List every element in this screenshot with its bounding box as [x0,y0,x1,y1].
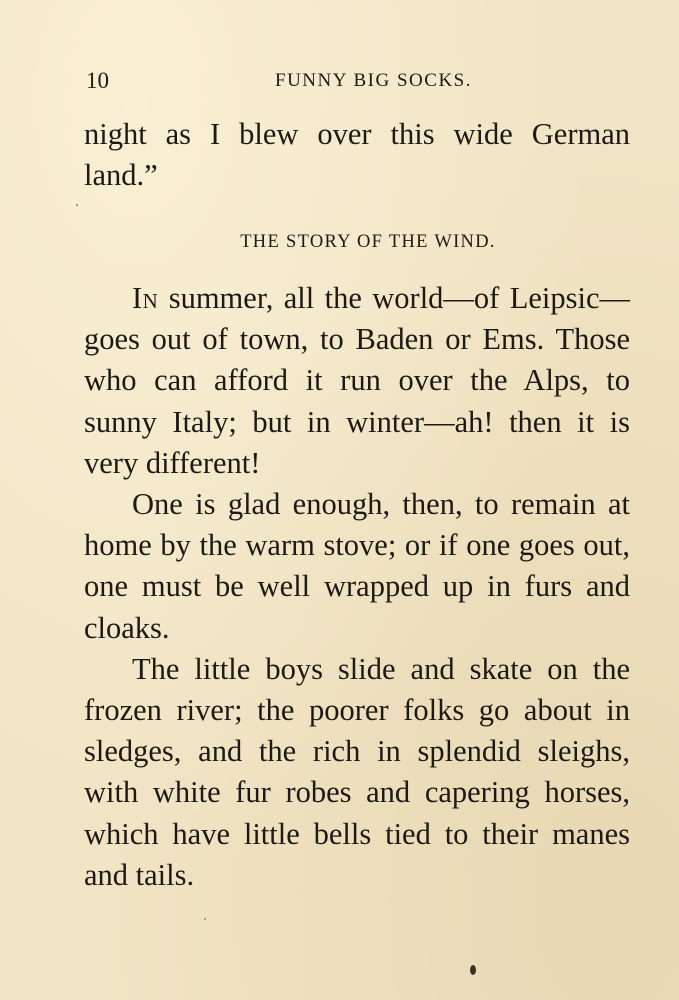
paragraph-3: The little boys slide and skate on the frozen river; the poorer folks go about in sledges, and the rich in splendid sleighs, with white fur robes and capering horses, which have little bells tied to their manes and tails. [84,651,630,892]
page-number: 10 [86,68,109,93]
running-head [86,68,631,96]
paragraph-1 [84,278,630,484]
paragraph-2: One is glad enough, then, to remain at home by the warm stove; or if one goes out, one must be well wrapped up in furs and cloaks. [84,487,630,645]
paragraph-1-lead: In [132,281,159,315]
ink-speck [470,965,476,975]
book-title: FUNNY BIG SOCKS. [275,70,472,91]
paragraph-1-text: summer, all the world—of Leipsic—goes out of town, to Baden or Ems. Those who can afford it run over the Alps, to sunny Italy; but in winter—ah! then it is very different! [84,281,630,480]
ink-speck [204,918,206,920]
ink-speck [76,204,78,206]
story-text-block [84,278,630,896]
continued-text-block [84,114,630,196]
section-heading: THE STORY OF THE WIND. [240,232,496,252]
continued-paragraph: night as I blew over this wide German land.” [84,117,630,193]
